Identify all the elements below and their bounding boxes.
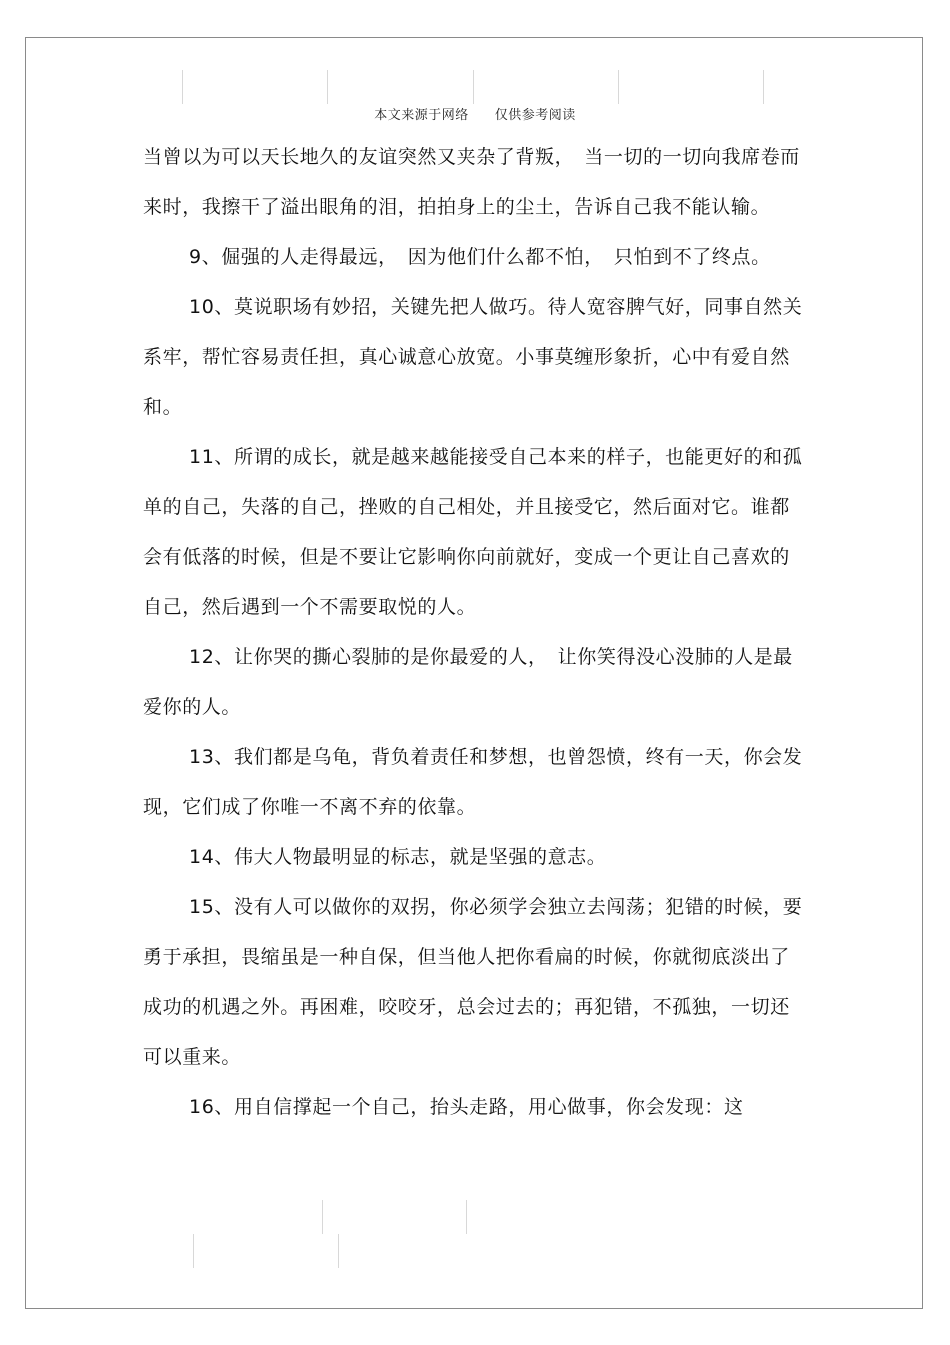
header-divider-2 [327,70,328,104]
paragraph-continuation: 当曾以为可以天长地久的友谊突然又夹杂了背叛， 当一切的一切向我席卷而来时，我擦干了溢出眼角的泪，拍拍身上的尘土，告诉自己我不能认输。 [143,146,800,218]
footer-divider-2 [322,1200,323,1234]
paragraph-11: 11、所谓的成长，就是越来越能接受自己本来的样子，也能更好的和孤单的自己，失落的自己，挫败的自己相处，并且接受它，然后面对它。谁都会有低落的时候，但是不要让它影响你向前就好，变成一个更让自己喜欢的自己，然后遇到一个不需要取悦的人。 [143,446,803,618]
paragraph-12: 12、让你哭的撕心裂肺的是你最爱的人， 让你笑得没心没肺的人是最爱你的人。 [143,646,793,718]
header-divider-1 [182,70,183,104]
paragraph-15: 15、没有人可以做你的双拐，你必须学会独立去闯荡；犯错的时候，要勇于承担，畏缩虽是一种自保，但当他人把你看扁的时候，你就彻底淡出了成功的机遇之外。再困难，咬咬牙，总会过去的；再犯错，不孤独，一切还可以重来。 [143,896,803,1068]
paragraph-16: 16、用自信撑起一个自己，抬头走路，用心做事，你会发现：这 [189,1096,744,1118]
footer-divider-1 [193,1234,194,1268]
header-divider-4 [618,70,619,104]
header-divider-3 [473,70,474,104]
header-note-right: 仅供参考阅读 [494,108,576,123]
document-body [143,132,803,1132]
header-divider-5 [763,70,764,104]
header-note-left: 本文来源于网络 [374,108,469,123]
paragraph-9: 9、倔强的人走得最远， 因为他们什么都不怕， 只怕到不了终点。 [189,246,771,268]
header-note [0,104,950,123]
footer-divider-3 [338,1234,339,1268]
paragraph-13: 13、我们都是乌龟，背负着责任和梦想，也曾怨愤，终有一天，你会发现，它们成了你唯一不离不弃的依靠。 [143,746,803,818]
footer-divider-4 [466,1200,467,1234]
paragraph-10: 10、莫说职场有妙招，关键先把人做巧。待人宽容脾气好，同事自然关系牢，帮忙容易责任担，真心诚意心放宽。小事莫缠形象折，心中有爱自然和。 [143,296,803,418]
paragraph-14: 14、伟大人物最明显的标志，就是坚强的意志。 [189,846,607,868]
